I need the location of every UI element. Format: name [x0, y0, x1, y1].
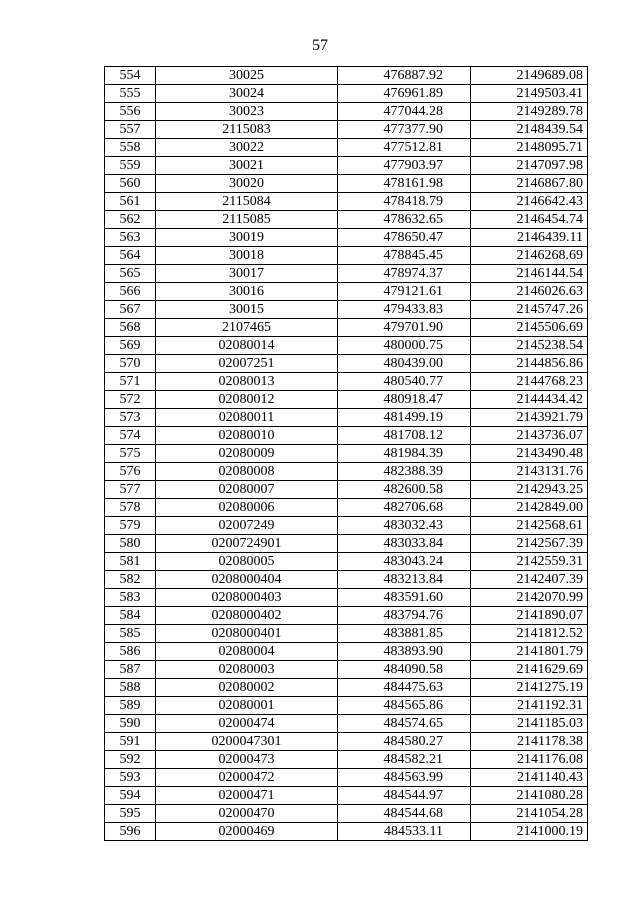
- x-coordinate-cell: 482600.58: [338, 481, 471, 499]
- row-number-cell: 573: [105, 409, 156, 427]
- table-row: [105, 67, 588, 85]
- x-coordinate-cell: 483591.60: [338, 589, 471, 607]
- table-row: [105, 625, 588, 643]
- point-id-cell: 02000473: [156, 751, 338, 769]
- point-id-cell: 30020: [156, 175, 338, 193]
- row-number-cell: 554: [105, 67, 156, 85]
- y-coordinate-cell: 2141812.52: [471, 625, 588, 643]
- y-coordinate-cell: 2144768.23: [471, 373, 588, 391]
- y-coordinate-cell: 2142407.39: [471, 571, 588, 589]
- y-coordinate-cell: 2141192.31: [471, 697, 588, 715]
- table-row: [105, 553, 588, 571]
- point-id-cell: 2115084: [156, 193, 338, 211]
- x-coordinate-cell: 483033.84: [338, 535, 471, 553]
- table-row: [105, 499, 588, 517]
- table-row: [105, 715, 588, 733]
- row-number-cell: 566: [105, 283, 156, 301]
- x-coordinate-cell: 479433.83: [338, 301, 471, 319]
- row-number-cell: 575: [105, 445, 156, 463]
- x-coordinate-cell: 478418.79: [338, 193, 471, 211]
- point-id-cell: 02080007: [156, 481, 338, 499]
- table-row: [105, 679, 588, 697]
- table-row: [105, 589, 588, 607]
- table-row: [105, 571, 588, 589]
- x-coordinate-cell: 479121.61: [338, 283, 471, 301]
- table-row: [105, 661, 588, 679]
- x-coordinate-cell: 484565.86: [338, 697, 471, 715]
- point-id-cell: 02007251: [156, 355, 338, 373]
- x-coordinate-cell: 477512.81: [338, 139, 471, 157]
- x-coordinate-cell: 483794.76: [338, 607, 471, 625]
- row-number-cell: 570: [105, 355, 156, 373]
- x-coordinate-cell: 483213.84: [338, 571, 471, 589]
- point-id-cell: 02000474: [156, 715, 338, 733]
- table-row: [105, 211, 588, 229]
- row-number-cell: 556: [105, 103, 156, 121]
- table-row: [105, 247, 588, 265]
- point-id-cell: 02080008: [156, 463, 338, 481]
- y-coordinate-cell: 2146026.63: [471, 283, 588, 301]
- x-coordinate-cell: 476887.92: [338, 67, 471, 85]
- point-id-cell: 02000471: [156, 787, 338, 805]
- x-coordinate-cell: 480918.47: [338, 391, 471, 409]
- table-row: [105, 769, 588, 787]
- x-coordinate-cell: 484580.27: [338, 733, 471, 751]
- point-id-cell: 02080006: [156, 499, 338, 517]
- x-coordinate-cell: 480000.75: [338, 337, 471, 355]
- point-id-cell: 30018: [156, 247, 338, 265]
- point-id-cell: 02080012: [156, 391, 338, 409]
- x-coordinate-cell: 481984.39: [338, 445, 471, 463]
- row-number-cell: 567: [105, 301, 156, 319]
- y-coordinate-cell: 2145238.54: [471, 337, 588, 355]
- row-number-cell: 581: [105, 553, 156, 571]
- point-id-cell: 30016: [156, 283, 338, 301]
- x-coordinate-cell: 476961.89: [338, 85, 471, 103]
- point-id-cell: 02080002: [156, 679, 338, 697]
- row-number-cell: 593: [105, 769, 156, 787]
- row-number-cell: 555: [105, 85, 156, 103]
- point-id-cell: 02080011: [156, 409, 338, 427]
- point-id-cell: 30019: [156, 229, 338, 247]
- y-coordinate-cell: 2143490.48: [471, 445, 588, 463]
- row-number-cell: 582: [105, 571, 156, 589]
- row-number-cell: 571: [105, 373, 156, 391]
- row-number-cell: 591: [105, 733, 156, 751]
- y-coordinate-cell: 2142567.39: [471, 535, 588, 553]
- table-row: [105, 751, 588, 769]
- row-number-cell: 596: [105, 823, 156, 841]
- y-coordinate-cell: 2141000.19: [471, 823, 588, 841]
- x-coordinate-cell: 478845.45: [338, 247, 471, 265]
- table-row: [105, 643, 588, 661]
- table-row: [105, 463, 588, 481]
- row-number-cell: 563: [105, 229, 156, 247]
- row-number-cell: 580: [105, 535, 156, 553]
- point-id-cell: 2115085: [156, 211, 338, 229]
- row-number-cell: 569: [105, 337, 156, 355]
- x-coordinate-cell: 484574.65: [338, 715, 471, 733]
- table-row: [105, 301, 588, 319]
- y-coordinate-cell: 2146867.80: [471, 175, 588, 193]
- x-coordinate-cell: 478974.37: [338, 265, 471, 283]
- y-coordinate-cell: 2147097.98: [471, 157, 588, 175]
- coordinates-table: [104, 66, 588, 841]
- x-coordinate-cell: 484533.11: [338, 823, 471, 841]
- x-coordinate-cell: 479701.90: [338, 319, 471, 337]
- point-id-cell: 02080004: [156, 643, 338, 661]
- table-row: [105, 409, 588, 427]
- y-coordinate-cell: 2145747.26: [471, 301, 588, 319]
- point-id-cell: 0208000403: [156, 589, 338, 607]
- point-id-cell: 0208000404: [156, 571, 338, 589]
- coordinates-table-body: [105, 67, 588, 841]
- row-number-cell: 587: [105, 661, 156, 679]
- table-row: [105, 337, 588, 355]
- y-coordinate-cell: 2149289.78: [471, 103, 588, 121]
- x-coordinate-cell: 483032.43: [338, 517, 471, 535]
- point-id-cell: 02080013: [156, 373, 338, 391]
- row-number-cell: 584: [105, 607, 156, 625]
- table-row: [105, 355, 588, 373]
- point-id-cell: 0208000402: [156, 607, 338, 625]
- y-coordinate-cell: 2146268.69: [471, 247, 588, 265]
- point-id-cell: 02080014: [156, 337, 338, 355]
- point-id-cell: 02080003: [156, 661, 338, 679]
- table-row: [105, 427, 588, 445]
- table-row: [105, 517, 588, 535]
- row-number-cell: 589: [105, 697, 156, 715]
- y-coordinate-cell: 2142568.61: [471, 517, 588, 535]
- y-coordinate-cell: 2141140.43: [471, 769, 588, 787]
- y-coordinate-cell: 2142070.99: [471, 589, 588, 607]
- x-coordinate-cell: 482388.39: [338, 463, 471, 481]
- row-number-cell: 568: [105, 319, 156, 337]
- row-number-cell: 578: [105, 499, 156, 517]
- x-coordinate-cell: 481708.12: [338, 427, 471, 445]
- x-coordinate-cell: 484563.99: [338, 769, 471, 787]
- y-coordinate-cell: 2142559.31: [471, 553, 588, 571]
- row-number-cell: 590: [105, 715, 156, 733]
- y-coordinate-cell: 2141176.08: [471, 751, 588, 769]
- table-row: [105, 697, 588, 715]
- row-number-cell: 583: [105, 589, 156, 607]
- point-id-cell: 30023: [156, 103, 338, 121]
- table-row: [105, 103, 588, 121]
- point-id-cell: 2115083: [156, 121, 338, 139]
- row-number-cell: 595: [105, 805, 156, 823]
- y-coordinate-cell: 2141080.28: [471, 787, 588, 805]
- table-row: [105, 445, 588, 463]
- point-id-cell: 30022: [156, 139, 338, 157]
- table-row: [105, 319, 588, 337]
- row-number-cell: 594: [105, 787, 156, 805]
- table-row: [105, 265, 588, 283]
- row-number-cell: 579: [105, 517, 156, 535]
- table-row: [105, 229, 588, 247]
- row-number-cell: 562: [105, 211, 156, 229]
- row-number-cell: 586: [105, 643, 156, 661]
- row-number-cell: 561: [105, 193, 156, 211]
- table-row: [105, 193, 588, 211]
- row-number-cell: 564: [105, 247, 156, 265]
- row-number-cell: 572: [105, 391, 156, 409]
- y-coordinate-cell: 2146642.43: [471, 193, 588, 211]
- x-coordinate-cell: 484090.58: [338, 661, 471, 679]
- y-coordinate-cell: 2146439.11: [471, 229, 588, 247]
- y-coordinate-cell: 2144856.86: [471, 355, 588, 373]
- row-number-cell: 558: [105, 139, 156, 157]
- table-row: [105, 607, 588, 625]
- y-coordinate-cell: 2143131.76: [471, 463, 588, 481]
- y-coordinate-cell: 2149689.08: [471, 67, 588, 85]
- point-id-cell: 02080005: [156, 553, 338, 571]
- y-coordinate-cell: 2142849.00: [471, 499, 588, 517]
- table-row: [105, 823, 588, 841]
- y-coordinate-cell: 2148439.54: [471, 121, 588, 139]
- y-coordinate-cell: 2141185.03: [471, 715, 588, 733]
- x-coordinate-cell: 482706.68: [338, 499, 471, 517]
- point-id-cell: 02000472: [156, 769, 338, 787]
- y-coordinate-cell: 2144434.42: [471, 391, 588, 409]
- y-coordinate-cell: 2141629.69: [471, 661, 588, 679]
- x-coordinate-cell: 477903.97: [338, 157, 471, 175]
- y-coordinate-cell: 2146454.74: [471, 211, 588, 229]
- point-id-cell: 30025: [156, 67, 338, 85]
- point-id-cell: 30021: [156, 157, 338, 175]
- row-number-cell: 565: [105, 265, 156, 283]
- point-id-cell: 0208000401: [156, 625, 338, 643]
- y-coordinate-cell: 2141801.79: [471, 643, 588, 661]
- y-coordinate-cell: 2143736.07: [471, 427, 588, 445]
- row-number-cell: 585: [105, 625, 156, 643]
- x-coordinate-cell: 477377.90: [338, 121, 471, 139]
- y-coordinate-cell: 2141275.19: [471, 679, 588, 697]
- row-number-cell: 560: [105, 175, 156, 193]
- point-id-cell: 02080009: [156, 445, 338, 463]
- table-row: [105, 787, 588, 805]
- row-number-cell: 576: [105, 463, 156, 481]
- y-coordinate-cell: 2141054.28: [471, 805, 588, 823]
- row-number-cell: 592: [105, 751, 156, 769]
- y-coordinate-cell: 2146144.54: [471, 265, 588, 283]
- x-coordinate-cell: 484544.97: [338, 787, 471, 805]
- y-coordinate-cell: 2143921.79: [471, 409, 588, 427]
- x-coordinate-cell: 478650.47: [338, 229, 471, 247]
- x-coordinate-cell: 477044.28: [338, 103, 471, 121]
- table-row: [105, 391, 588, 409]
- row-number-cell: 559: [105, 157, 156, 175]
- y-coordinate-cell: 2149503.41: [471, 85, 588, 103]
- x-coordinate-cell: 483881.85: [338, 625, 471, 643]
- table-row: [105, 733, 588, 751]
- x-coordinate-cell: 480439.00: [338, 355, 471, 373]
- point-id-cell: 0200047301: [156, 733, 338, 751]
- x-coordinate-cell: 483043.24: [338, 553, 471, 571]
- page-number: 57: [312, 37, 328, 54]
- x-coordinate-cell: 484544.68: [338, 805, 471, 823]
- row-number-cell: 557: [105, 121, 156, 139]
- x-coordinate-cell: 478632.65: [338, 211, 471, 229]
- point-id-cell: 30024: [156, 85, 338, 103]
- y-coordinate-cell: 2141178.38: [471, 733, 588, 751]
- table-row: [105, 139, 588, 157]
- point-id-cell: 02080001: [156, 697, 338, 715]
- row-number-cell: 588: [105, 679, 156, 697]
- point-id-cell: 30017: [156, 265, 338, 283]
- table-row: [105, 157, 588, 175]
- table-row: [105, 175, 588, 193]
- point-id-cell: 30015: [156, 301, 338, 319]
- table-row: [105, 373, 588, 391]
- y-coordinate-cell: 2141890.07: [471, 607, 588, 625]
- row-number-cell: 577: [105, 481, 156, 499]
- y-coordinate-cell: 2145506.69: [471, 319, 588, 337]
- x-coordinate-cell: 483893.90: [338, 643, 471, 661]
- table-row: [105, 481, 588, 499]
- point-id-cell: 02080010: [156, 427, 338, 445]
- table-row: [105, 535, 588, 553]
- y-coordinate-cell: 2142943.25: [471, 481, 588, 499]
- table-row: [105, 805, 588, 823]
- x-coordinate-cell: 478161.98: [338, 175, 471, 193]
- table-row: [105, 283, 588, 301]
- point-id-cell: 02000469: [156, 823, 338, 841]
- x-coordinate-cell: 481499.19: [338, 409, 471, 427]
- x-coordinate-cell: 484582.21: [338, 751, 471, 769]
- row-number-cell: 574: [105, 427, 156, 445]
- x-coordinate-cell: 484475.63: [338, 679, 471, 697]
- point-id-cell: 02000470: [156, 805, 338, 823]
- point-id-cell: 0200724901: [156, 535, 338, 553]
- table-row: [105, 121, 588, 139]
- x-coordinate-cell: 480540.77: [338, 373, 471, 391]
- point-id-cell: 2107465: [156, 319, 338, 337]
- point-id-cell: 02007249: [156, 517, 338, 535]
- y-coordinate-cell: 2148095.71: [471, 139, 588, 157]
- table-row: [105, 85, 588, 103]
